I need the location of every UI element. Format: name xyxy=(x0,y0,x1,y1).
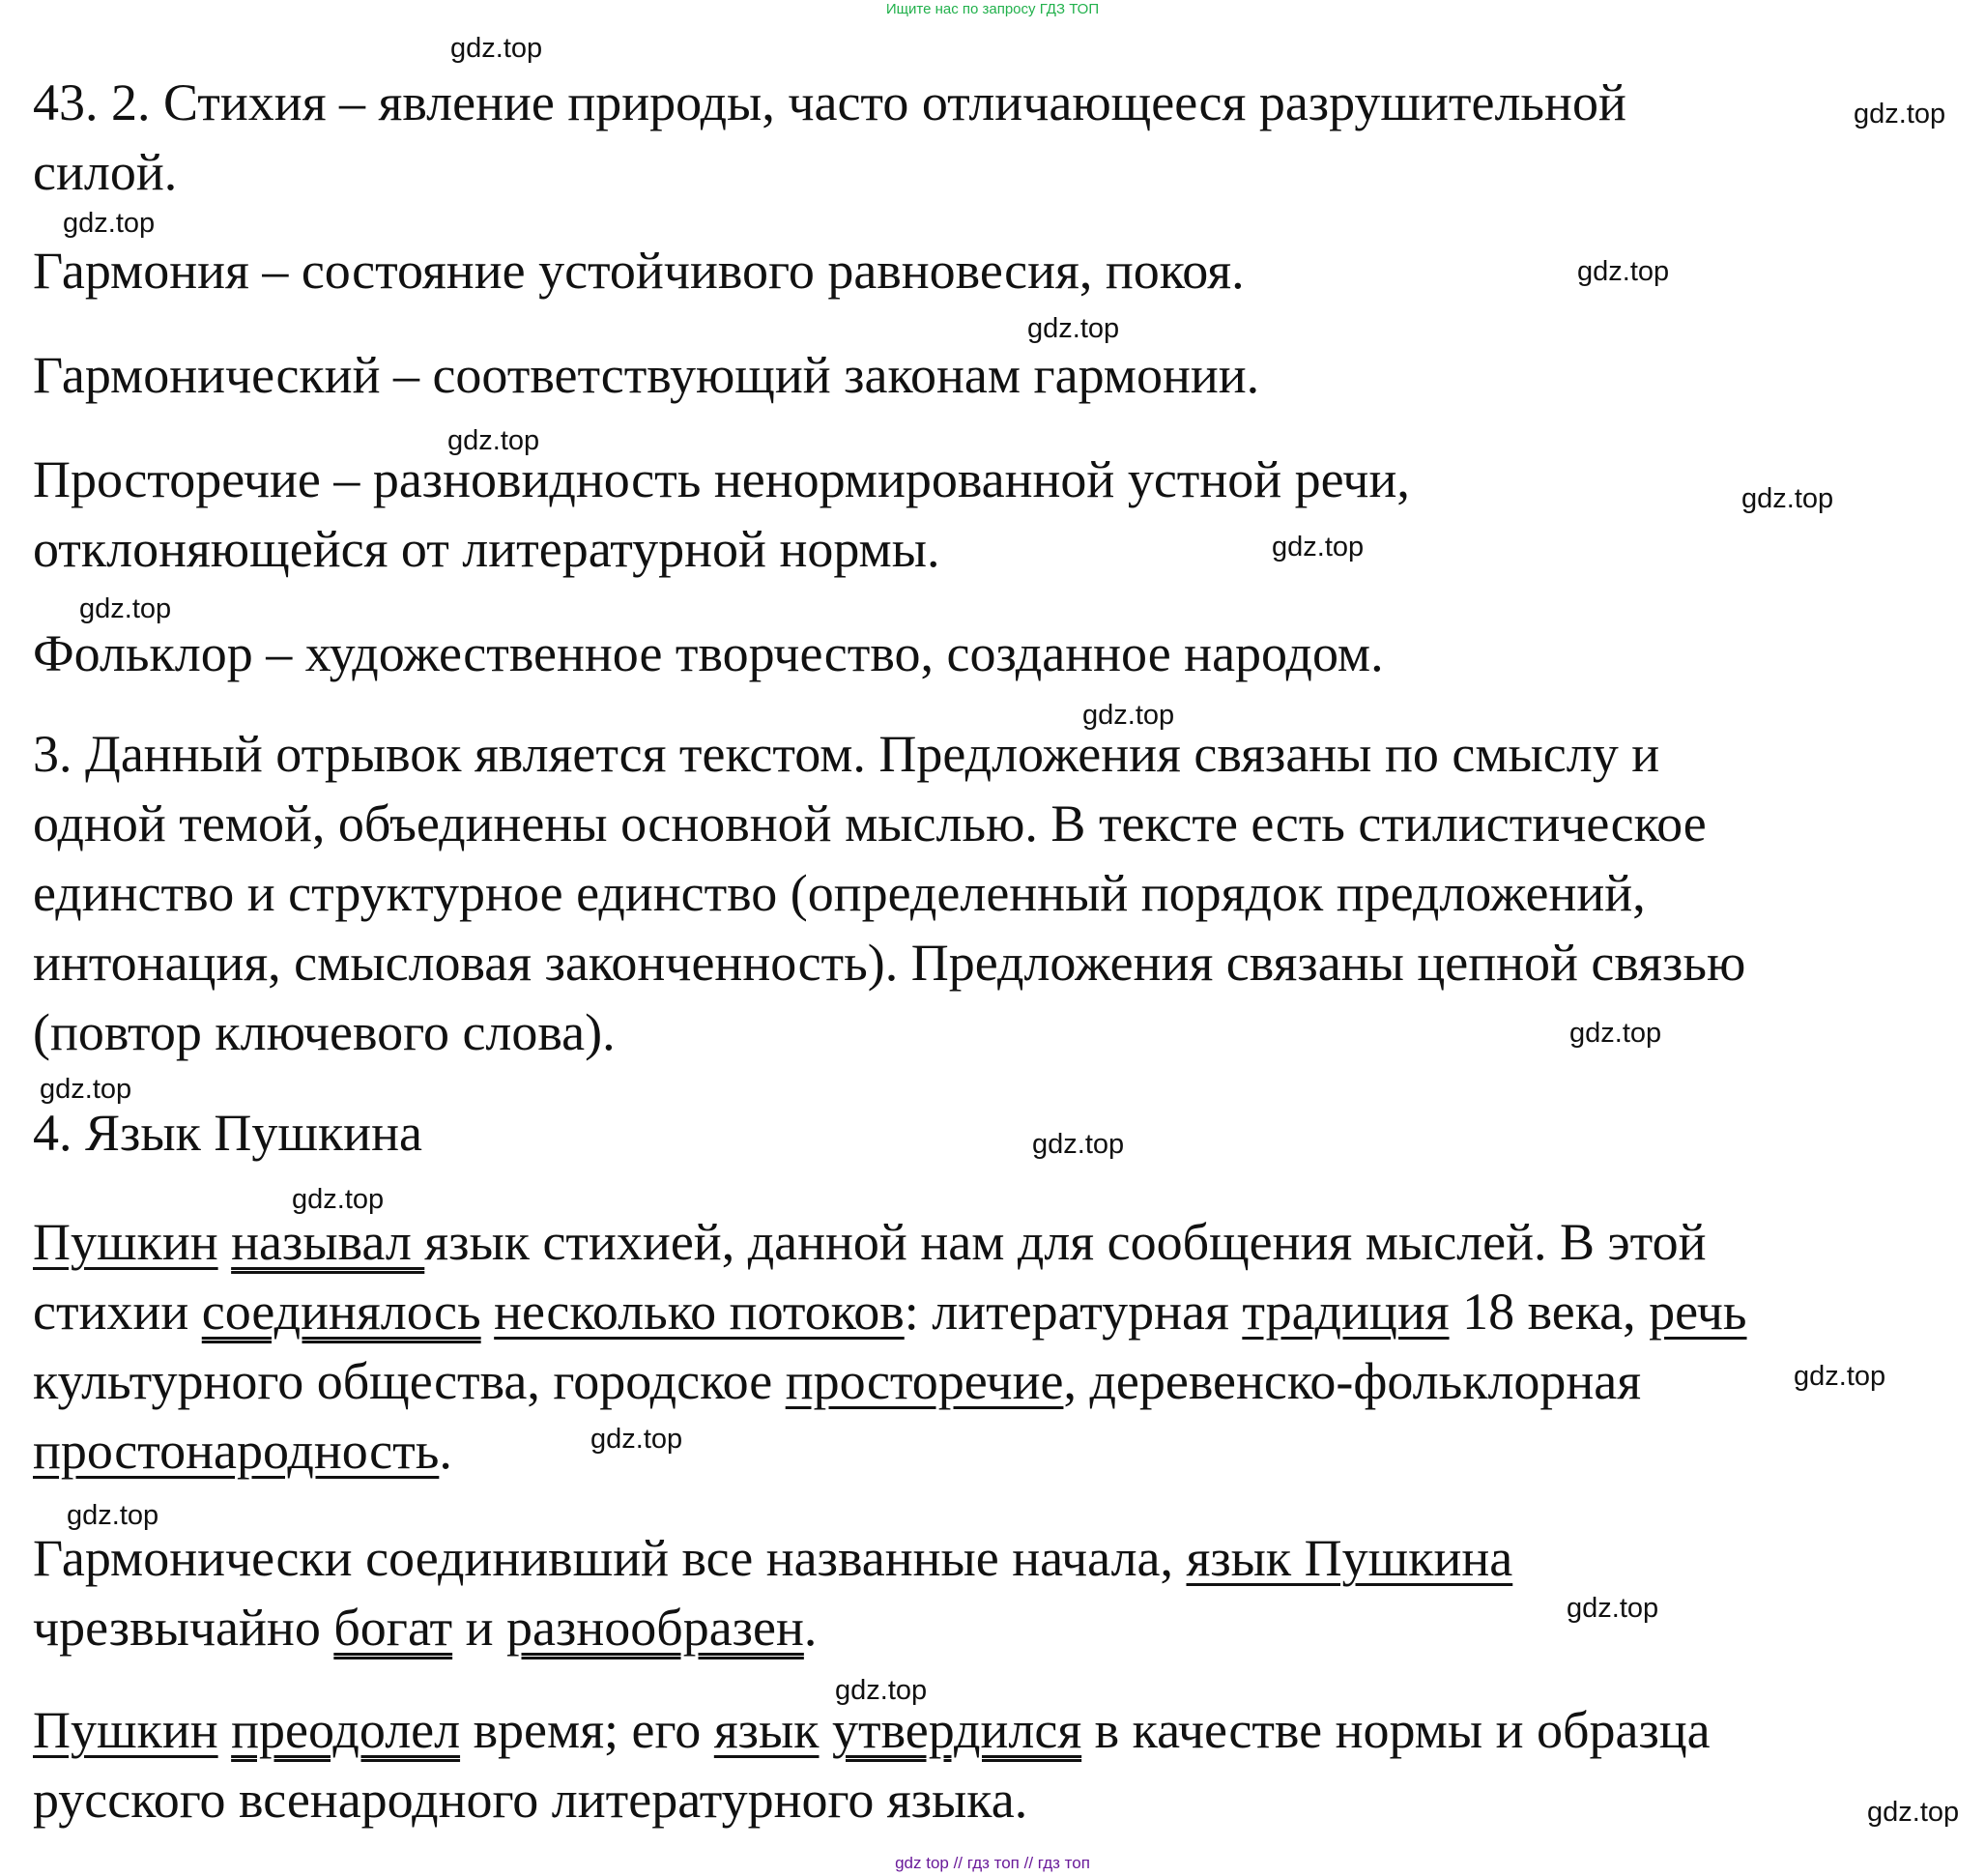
footer-watermark: gdz top // гдз топ // гдз топ xyxy=(895,1854,1090,1872)
watermark: gdz.top xyxy=(63,208,156,239)
text-line-7 xyxy=(33,1701,1711,1759)
subject-word: Пушкин xyxy=(33,1701,218,1759)
plain-text: 18 века, xyxy=(1449,1283,1650,1341)
definition-garmoniya: Гармония – состояние устойчивого равновесия, покоя. xyxy=(33,242,1245,300)
subject-word: Пушкин xyxy=(33,1213,218,1271)
plain-text: культурного общества, городское xyxy=(33,1352,786,1410)
watermark: gdz.top xyxy=(1567,1593,1659,1624)
subject-word: речь xyxy=(1649,1283,1747,1341)
predicate-word: называл xyxy=(231,1213,425,1271)
plain-text: время; его xyxy=(460,1701,714,1759)
subject-word: традиция xyxy=(1242,1283,1450,1341)
subject-word: просторечие xyxy=(785,1352,1064,1410)
answer3-line4: интонация, смысловая законченность). Предложения связаны цепной связью xyxy=(33,934,1746,992)
predicate-word: преодолел xyxy=(231,1701,461,1759)
subject-word: язык Пушкина xyxy=(1186,1529,1513,1587)
plain-text: , деревенско-фольклорная xyxy=(1063,1352,1642,1410)
watermark: gdz.top xyxy=(447,425,540,456)
watermark: gdz.top xyxy=(67,1500,159,1531)
subject-word: простонародность xyxy=(33,1422,440,1480)
watermark: gdz.top xyxy=(450,33,543,64)
text-line-4 xyxy=(33,1422,452,1480)
definition-prostorechie-line2: отклоняющейся от литературной нормы. xyxy=(33,520,940,578)
answer3-line3: единство и структурное единство (определенный порядок предложений, xyxy=(33,864,1646,922)
predicate-word: разнообразен xyxy=(506,1599,804,1657)
plain-text: . xyxy=(439,1422,452,1480)
watermark: gdz.top xyxy=(79,593,172,624)
watermark: gdz.top xyxy=(590,1424,683,1455)
watermark: gdz.top xyxy=(1272,532,1365,563)
definition-stikhiya-line1: 43. 2. Стихия – явление природы, часто отличающееся разрушительной xyxy=(33,73,1626,131)
watermark: gdz.top xyxy=(1027,313,1120,344)
plain-text: Гармонически соединивший все названные начала, xyxy=(33,1529,1187,1587)
definition-stikhiya-line2: силой. xyxy=(33,143,178,201)
predicate-word: богат xyxy=(333,1599,453,1657)
text-line-3 xyxy=(33,1352,1641,1410)
watermark: gdz.top xyxy=(40,1074,132,1105)
predicate-word: утвердился xyxy=(832,1701,1082,1759)
text-line-5 xyxy=(33,1529,1512,1587)
plain-text: и xyxy=(452,1599,507,1657)
top-banner: Ищите нас по запросу ГДЗ ТОП xyxy=(885,1,1100,17)
plain-text: в качестве нормы и образца xyxy=(1081,1701,1711,1759)
plain-text: язык стихией, данной нам для сообщения мыслей. В этой xyxy=(424,1213,1707,1271)
predicate-word: соединялось xyxy=(201,1283,481,1341)
definition-prostorechie-line1: Просторечие – разновидность ненормированной устной речи, xyxy=(33,450,1410,508)
definition-garmonicheskiy: Гармонический – соответствующий законам гармонии. xyxy=(33,346,1260,404)
plain-text: : литературная xyxy=(904,1283,1243,1341)
plain-text: . xyxy=(803,1599,818,1657)
watermark: gdz.top xyxy=(1867,1797,1960,1828)
watermark: gdz.top xyxy=(835,1675,928,1706)
text-line-8: русского всенародного литературного языка. xyxy=(33,1771,1028,1829)
watermark: gdz.top xyxy=(1741,483,1834,514)
watermark: gdz.top xyxy=(1577,256,1670,287)
plain-text: стихии xyxy=(33,1283,202,1341)
watermark: gdz.top xyxy=(1854,99,1946,130)
subject-word: несколько потоков xyxy=(494,1283,905,1341)
watermark: gdz.top xyxy=(292,1184,385,1215)
plain-text: чрезвычайно xyxy=(33,1599,334,1657)
watermark: gdz.top xyxy=(1794,1361,1886,1392)
answer3-line5: (повтор ключевого слова). xyxy=(33,1003,616,1061)
answer3-line2: одной темой, объединены основной мыслью. В тексте есть стилистическое xyxy=(33,794,1707,852)
answer3-line1: 3. Данный отрывок является текстом. Предложения связаны по смыслу и xyxy=(33,725,1660,783)
watermark: gdz.top xyxy=(1569,1018,1662,1049)
subject-word: язык xyxy=(713,1701,820,1759)
definition-folklor: Фольклор – художественное творчество, созданное народом. xyxy=(33,624,1384,682)
text-line-6 xyxy=(33,1599,817,1657)
section4-heading: 4. Язык Пушкина xyxy=(33,1104,422,1162)
watermark: gdz.top xyxy=(1032,1129,1125,1160)
watermark: gdz.top xyxy=(1082,700,1175,731)
text-line-2 xyxy=(33,1283,1747,1341)
text-line-1 xyxy=(33,1213,1706,1271)
